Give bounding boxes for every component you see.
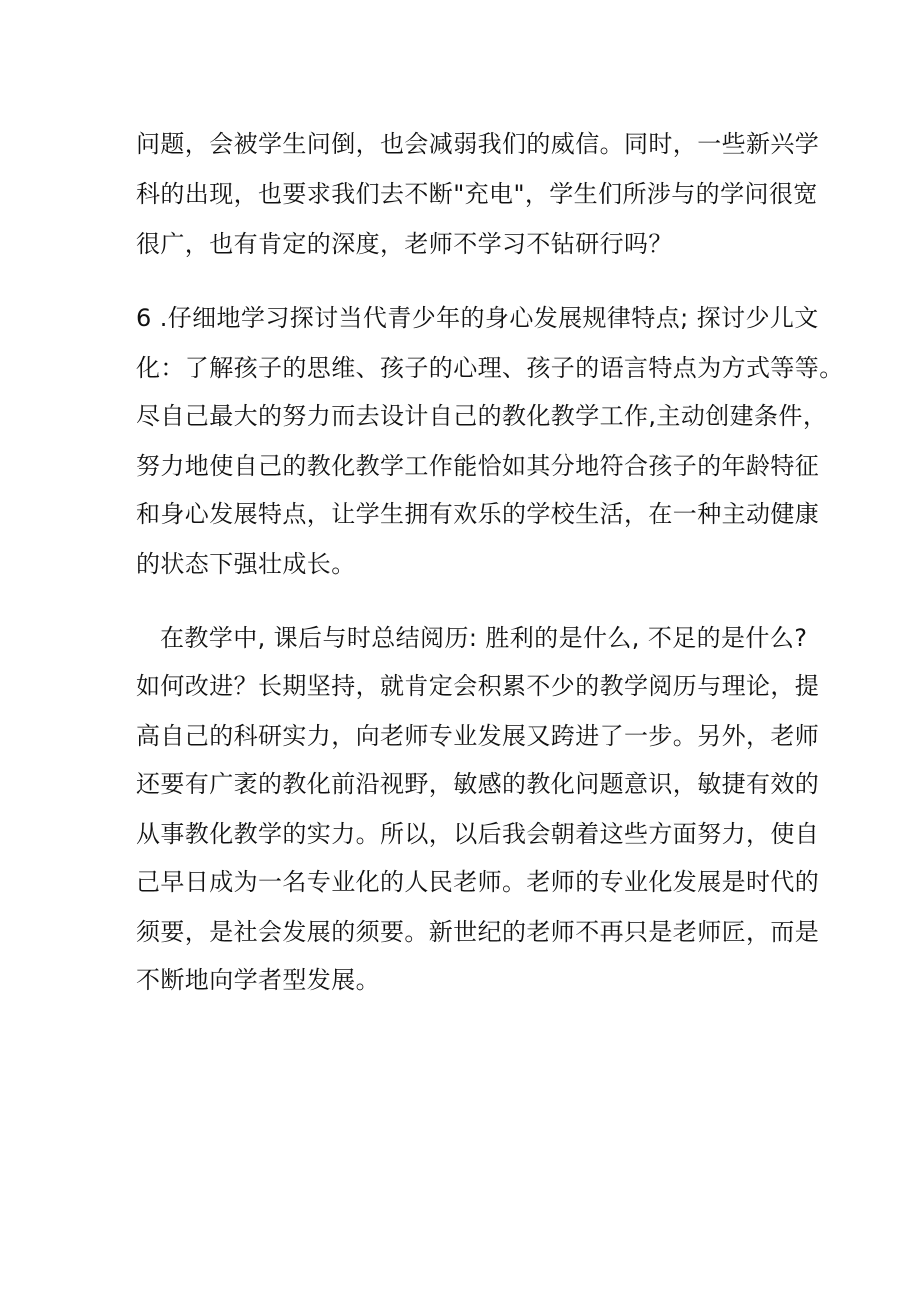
paragraph-1-line-2: 科的出现，也要求我们去不断"充电"，学生们所涉与的学问很宽: [136, 180, 818, 208]
paragraph-2-line-5: 和身心发展特点，让学生拥有欢乐的学校生活，在一种主动健康: [136, 500, 820, 528]
paragraph-3-line-2: 如何改进？长期坚持，就肯定会积累不少的教学阅历与理论，提: [136, 672, 820, 700]
paragraph-3-line-6: 己早日成为一名专业化的人民老师。老师的专业化发展是时代的: [136, 868, 820, 896]
paragraph-2-line-3: 尽自己最大的努力而去设计自己的教化教学工作,主动创建条件，: [136, 402, 828, 430]
paragraph-3-line-1: 在教学中, 课后与时总结阅历: 胜利的是什么, 不足的是什么?: [160, 624, 808, 652]
paragraph-2-line-6: 的状态下强壮成长。: [136, 550, 356, 578]
paragraph-1-line-1: 问题，会被学生问倒，也会减弱我们的威信。同时，一些新兴学: [136, 130, 820, 158]
paragraph-1-line-3: 很广，也有肯定的深度，老师不学习不钻研行吗？: [136, 230, 673, 258]
paragraph-3-line-7: 须要，是社会发展的须要。新世纪的老师不再只是老师匠，而是: [136, 918, 820, 946]
paragraph-3-line-3: 高自己的科研实力，向老师专业发展又跨进了一步。另外，老师: [136, 722, 820, 750]
paragraph-3-line-8: 不断地向学者型发展。: [136, 966, 380, 994]
paragraph-2-line-1: 6 .仔细地学习探讨当代青少年的身心发展规律特点; 探讨少儿文: [136, 304, 819, 332]
paragraph-2-line-4: 努力地使自己的教化教学工作能恰如其分地符合孩子的年龄特征: [136, 452, 820, 480]
paragraph-2-line-2: 化：了解孩子的思维、孩子的心理、孩子的语言特点为方式等等。: [136, 354, 844, 382]
paragraph-3-line-4: 还要有广袤的教化前沿视野，敏感的教化问题意识，敏捷有效的: [136, 770, 820, 798]
paragraph-3-line-5: 从事教化教学的实力。所以，以后我会朝着这些方面努力，使自: [136, 820, 820, 848]
